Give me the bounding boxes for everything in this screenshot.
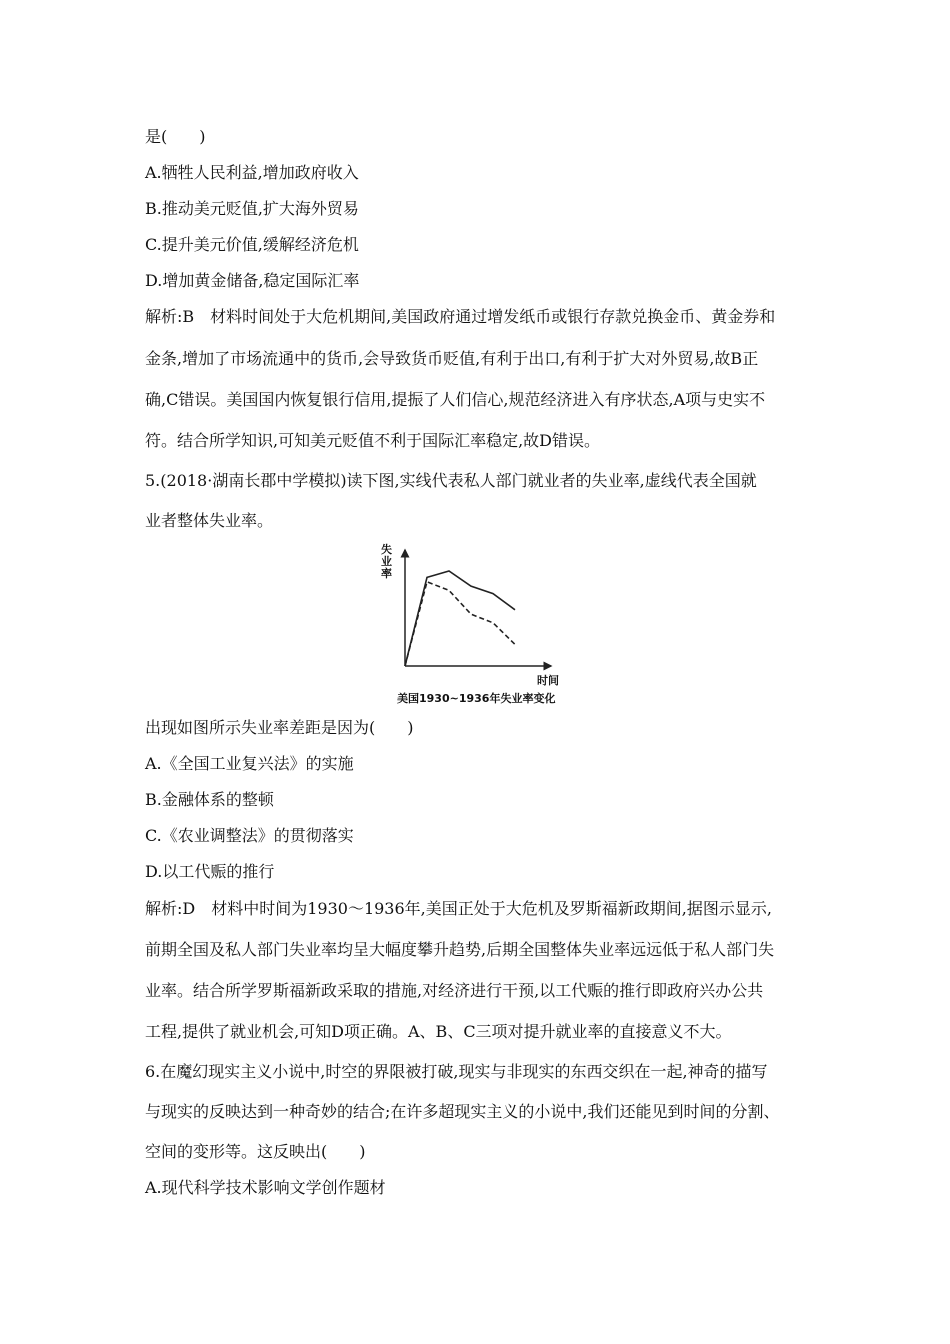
q4-option-b: B.推动美元贬值,扩大海外贸易 <box>145 199 359 218</box>
q4-option-c: C.提升美元价值,缓解经济危机 <box>145 235 359 254</box>
q5-analysis-line: 工程,提供了就业机会,可知D项正确。A、B、C三项对提升就业率的直接意义不大。 <box>145 1022 732 1041</box>
series-line-national <box>405 582 515 666</box>
q5-option-b: B.金融体系的整顿 <box>145 790 274 809</box>
q4-option-d: D.增加黄金储备,稳定国际汇率 <box>145 271 360 290</box>
q5-option-d: D.以工代赈的推行 <box>145 862 275 881</box>
q5-analysis-line: 业率。结合所学罗斯福新政采取的措施,对经济进行干预,以工代赈的推行即政府兴办公共 <box>145 981 764 1000</box>
q5-stem-line: 业者整体失业率。 <box>145 511 274 530</box>
q4-analysis-line: 解析:B 材料时间处于大危机期间,美国政府通过增发纸币或银行存款兑换金币、黄金券和 <box>145 307 776 326</box>
q6-stem-line: 空间的变形等。这反映出( ) <box>145 1142 366 1161</box>
q4-stem-end: 是( ) <box>145 127 206 146</box>
q4-analysis-line: 确,C错误。美国国内恢复银行信用,提振了人们信心,规范经济进入有序状态,A项与史实不 <box>145 390 766 409</box>
q6-stem-line: 与现实的反映达到一种奇妙的结合;在许多超现实主义的小说中,我们还能见到时间的分割、 <box>145 1102 780 1121</box>
q5-option-c: C.《农业调整法》的贯彻落实 <box>145 826 354 845</box>
chart-title: 美国1930~1936年失业率变化 <box>397 692 556 705</box>
unemployment-chart <box>375 538 575 708</box>
q5-stem-line: 5.(2018·湖南长郡中学模拟)读下图,实线代表私人部门就业者的失业率,虚线代表全国就 <box>145 471 757 490</box>
q5-analysis-line: 前期全国及私人部门失业率均呈大幅度攀升趋势,后期全国整体失业率远远低于私人部门失 <box>145 940 775 959</box>
q5-question: 出现如图所示失业率差距是因为( ) <box>145 718 414 737</box>
q4-analysis-line: 金条,增加了市场流通中的货币,会导致货币贬值,有利于出口,有利于扩大对外贸易,故B正 <box>145 349 759 368</box>
q6-stem-line: 6.在魔幻现实主义小说中,时空的界限被打破,现实与非现实的东西交织在一起,神奇的描写 <box>145 1062 768 1081</box>
chart-y-label: 失业率 <box>381 543 392 580</box>
series-line-private <box>405 571 515 666</box>
q5-analysis-line: 解析:D 材料中时间为1930～1936年,美国正处于大危机及罗斯福新政期间,据图示显示, <box>145 899 772 918</box>
q4-option-a: A.牺牲人民利益,增加政府收入 <box>145 163 359 182</box>
q5-option-a: A.《全国工业复兴法》的实施 <box>145 754 354 773</box>
q4-analysis-line: 符。结合所学知识,可知美元贬值不利于国际汇率稳定,故D错误。 <box>145 431 601 450</box>
chart-x-label: 时间 <box>537 674 559 687</box>
q6-option-a: A.现代科学技术影响文学创作题材 <box>145 1178 386 1197</box>
